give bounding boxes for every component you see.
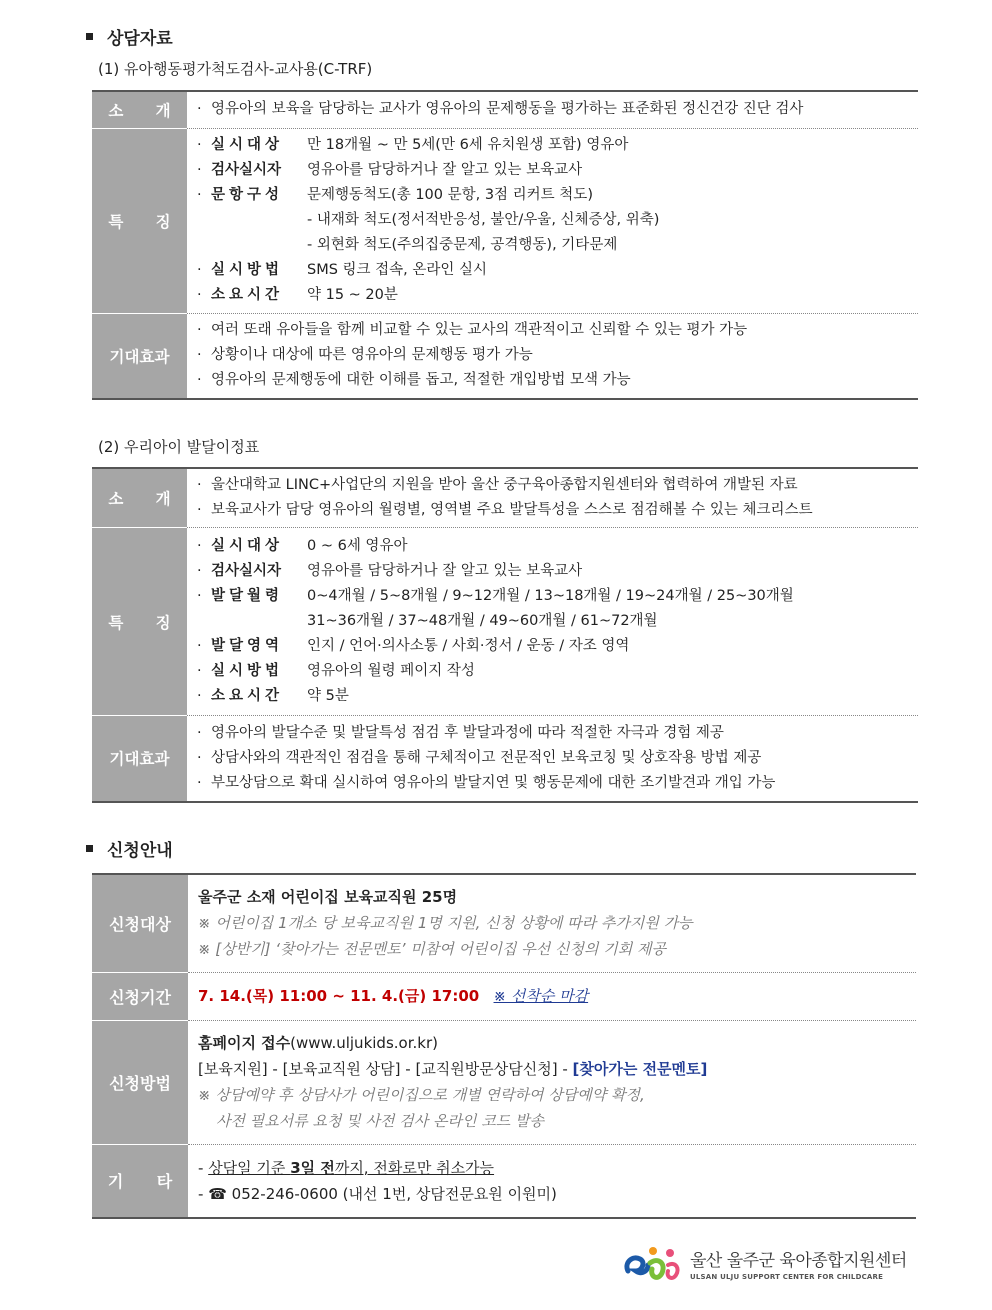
etc-cell: - 상담일 기준 3일 전까지, 전화로만 취소가능 - ☎ 052-246-0600 (내선 1번, 상담전문요원 이원미): [188, 1144, 916, 1218]
feature-label: 실시방법: [211, 262, 284, 278]
homepage-url[interactable]: (www.uljukids.or.kr): [290, 1034, 438, 1052]
method-note: ※ 상담예약 후 상담사가 어린이집으로 개별 연락하여 상담예약 확정,: [198, 1086, 645, 1104]
feature-label: 실시방법: [211, 663, 284, 679]
homepage-label: 홈페이지 접수: [198, 1034, 291, 1052]
section-title-text: 신청안내: [107, 841, 173, 861]
features-cell: · 실시대상 0 ~ 6세 영유아 · 검사실시자 영유아를 담당하거나 잘 알고 있는 보육교사 · 발달월령 0~4개월 / 5~8개월 / 9~12개월 / 13~18개월 / 19~24개월 / 25~30개월 31~36개월 / 37~48개월 / 49~60개월 / 61~72개월 · 발달영역 인지 / 언어·의사소통 / 사회·정서 / 운동 / 자조 영역 · 실시방법 영유아의 월령 페이지 작성 · 소요시간 약 5분: [187, 528, 918, 716]
period-cell: [188, 972, 916, 1020]
section-title-application: [86, 836, 173, 861]
row-header-period: 신청기간: [92, 972, 188, 1020]
feature-value: 0 ~ 6세 영유아: [307, 538, 408, 554]
effect-item: 상황이나 대상에 따른 영유아의 문제행동 평가 가능: [211, 347, 533, 364]
feature-label: 문항구성: [211, 187, 284, 203]
logo-english-text: ULSAN ULJU SUPPORT CENTER FOR CHILDCARE: [690, 1272, 884, 1281]
features-cell: · 실시대상 만 18개월 ~ 만 5세(만 6세 유치원생 포함) 영유아 · 검사실시자 영유아를 담당하거나 잘 알고 있는 보육교사 · 문항구성 문제행동척도(총 100 문항, 3점 리커트 척도) - 내재화 척도(정서적반응성, 불안/우울, 신체증상, 위축) - 외현화 척도(주의집중문제, 공격행동), 기타문제 · 실시방법 SMS 링크 접속, 온라인 실시 · 소요시간 약 15 ~ 20분: [187, 128, 918, 313]
feature-label: 발달영역: [211, 638, 284, 654]
intro-text: 영유아의 보육을 담당하는 교사가 영유아의 문제행동을 평가하는 표준화된 정신건강 진단 검사: [211, 101, 804, 118]
phone-number: 052-246-0600 (내선 1번, 상담전문요원 이원미): [231, 1184, 557, 1203]
effect-item: 부모상담으로 확대 실시하여 영유아의 발달지연 및 행동문제에 대한 조기발견과 개입 가능: [211, 774, 776, 791]
feature-value: 만 18개월 ~ 만 5세(만 6세 유치원생 포함) 영유아: [307, 137, 629, 153]
feature-value: 영유아의 월령 페이지 작성: [307, 663, 475, 679]
milestone-info-table: [92, 467, 918, 803]
center-logo-icon: [622, 1241, 684, 1285]
feature-value-continued: 31~36개월 / 37~48개월 / 49~60개월 / 61~72개월: [307, 613, 658, 629]
target-note: ※ [상반기] ‘찾아가는 전문멘토’ 미참여 어린이집 우선 신청의 기회 제공: [198, 940, 666, 959]
feature-label: 검사실시자: [211, 162, 282, 178]
feature-value: 약 15 ~ 20분: [307, 287, 398, 303]
feature-label: 검사실시자: [211, 563, 282, 579]
logo-korean-text: 울산 울주군 육아종합지원센터: [690, 1250, 907, 1271]
feature-subitem: - 내재화 척도(정서적반응성, 불안/우울, 신체증상, 위축): [307, 212, 660, 228]
row-header-features: 특 징: [92, 128, 187, 313]
section-title-text: 상담자료: [107, 29, 173, 49]
feature-value: 영유아를 담당하거나 잘 알고 있는 보육교사: [307, 563, 583, 579]
cancel-deadline: 3일 전: [290, 1158, 335, 1177]
feature-value: 인지 / 언어·의사소통 / 사회·정서 / 운동 / 자조 영역: [307, 638, 630, 654]
feature-value: 약 5분: [307, 688, 349, 704]
feature-value: SMS 링크 접속, 온라인 실시: [307, 262, 488, 278]
phone-icon: ☎: [208, 1184, 227, 1203]
effects-cell: · 영유아의 발달수준 및 발달특성 점검 후 발달과정에 따라 적절한 자극과 경험 제공 · 상담사와의 객관적인 점검을 통해 구체적이고 전문적인 보육코칭 및 상호작용 방법 제공 · 부모상담으로 확대 실시하여 영유아의 발달지연 및 행동문제에 대한 조기발견과 개입 가능: [187, 716, 918, 802]
subsection-title-milestone: (2) 우리아이 발달이정표: [98, 438, 260, 456]
effect-item: 영유아의 발달수준 및 발달특성 점검 후 발달과정에 따라 적절한 자극과 경험 제공: [211, 724, 724, 741]
method-note: 사전 필요서류 요청 및 사전 검사 온라인 코드 발송: [216, 1112, 544, 1130]
row-header-method: 신청방법: [92, 1020, 188, 1144]
section-title-counseling: [86, 24, 173, 49]
center-logo: [622, 1240, 922, 1286]
effects-cell: · 여러 또래 유아들을 함께 비교할 수 있는 교사의 객관적이고 신뢰할 수 있는 평가 가능 · 상황이나 대상에 따른 영유아의 문제행동 평가 가능 · 영유아의 문제행동에 대한 이해를 돕고, 적절한 개입방법 모색 가능: [187, 313, 918, 399]
feature-label: 실시대상: [211, 538, 284, 554]
intro-text: 보육교사가 담당 영유아의 월령별, 영역별 주요 발달특성을 스스로 점검해볼 수 있는 체크리스트: [211, 502, 813, 518]
effect-item: 상담사와의 객관적인 점검을 통해 구체적이고 전문적인 보육코칭 및 상호작용 방법 제공: [211, 749, 762, 766]
feature-value: 0~4개월 / 5~8개월 / 9~12개월 / 13~18개월 / 19~24개월 / 25~30개월: [307, 588, 794, 604]
feature-value: 영유아를 담당하거나 잘 알고 있는 보육교사: [307, 162, 583, 178]
period-value: 7. 14.(목) 11:00 ~ 11. 4.(금) 17:00: [198, 987, 480, 1005]
feature-label: 실시대상: [211, 137, 284, 153]
menu-path: [보육지원] - [보육교직원 상담] - [교직원방문상담신청] -: [198, 1060, 573, 1078]
feature-subitem: - 외현화 척도(주의집중문제, 공격행동), 기타문제: [307, 237, 618, 253]
feature-label: 소요시간: [211, 287, 284, 303]
row-header-features: 특 징: [92, 528, 187, 716]
first-come-note: ※ 선착순 마감: [493, 987, 589, 1005]
target-main: 울주군 소재 어린이집 보육교직원 25명: [198, 888, 458, 907]
application-info-table: [92, 873, 916, 1219]
intro-text: 울산대학교 LINC+사업단의 지원을 받아 울산 중구육아종합지원센터와 협력하여 개발된 자료: [211, 477, 798, 493]
cancel-text: 상담일 기준: [208, 1158, 291, 1177]
effect-item: 여러 또래 유아들을 함께 비교할 수 있는 교사의 객관적이고 신뢰할 수 있는 평가 가능: [211, 322, 748, 339]
feature-value: 문제행동척도(총 100 문항, 3점 리커트 척도): [307, 187, 593, 203]
cancel-text: 까지, 전화로만 취소가능: [334, 1158, 495, 1177]
intro-cell: · 울산대학교 LINC+사업단의 지원을 받아 울산 중구육아종합지원센터와 협력하여 개발된 자료 · 보육교사가 담당 영유아의 월령별, 영역별 주요 발달특성을 스스로 점검해볼 수 있는 체크리스트: [187, 468, 918, 528]
feature-label: 발달월령: [211, 588, 284, 604]
row-header-etc: 기 타: [92, 1144, 188, 1218]
menu-path-highlight: [찾아가는 전문멘토]: [572, 1060, 708, 1078]
effect-item: 영유아의 문제행동에 대한 이해를 돕고, 적절한 개입방법 모색 가능: [211, 372, 631, 389]
row-header-effects: 기대효과: [92, 313, 187, 399]
row-header-intro: 소 개: [92, 91, 187, 128]
method-cell: [188, 1020, 916, 1144]
ctrf-info-table: [92, 90, 918, 400]
row-header-intro: 소 개: [92, 468, 187, 528]
subsection-title-ctrf: (1) 유아행동평가척도검사-교사용(C-TRF): [98, 60, 373, 78]
square-bullet-icon: [86, 845, 93, 852]
square-bullet-icon: [86, 33, 93, 40]
feature-label: 소요시간: [211, 688, 284, 704]
intro-cell: · 영유아의 보육을 담당하는 교사가 영유아의 문제행동을 평가하는 표준화된 정신건강 진단 검사: [187, 91, 918, 128]
target-note: ※ 어린이집 1개소 당 보육교직원 1명 지원, 신청 상황에 따라 추가지원 가능: [198, 914, 693, 933]
row-header-target: 신청대상: [92, 874, 188, 972]
target-cell: [188, 874, 916, 972]
row-header-effects: 기대효과: [92, 716, 187, 802]
